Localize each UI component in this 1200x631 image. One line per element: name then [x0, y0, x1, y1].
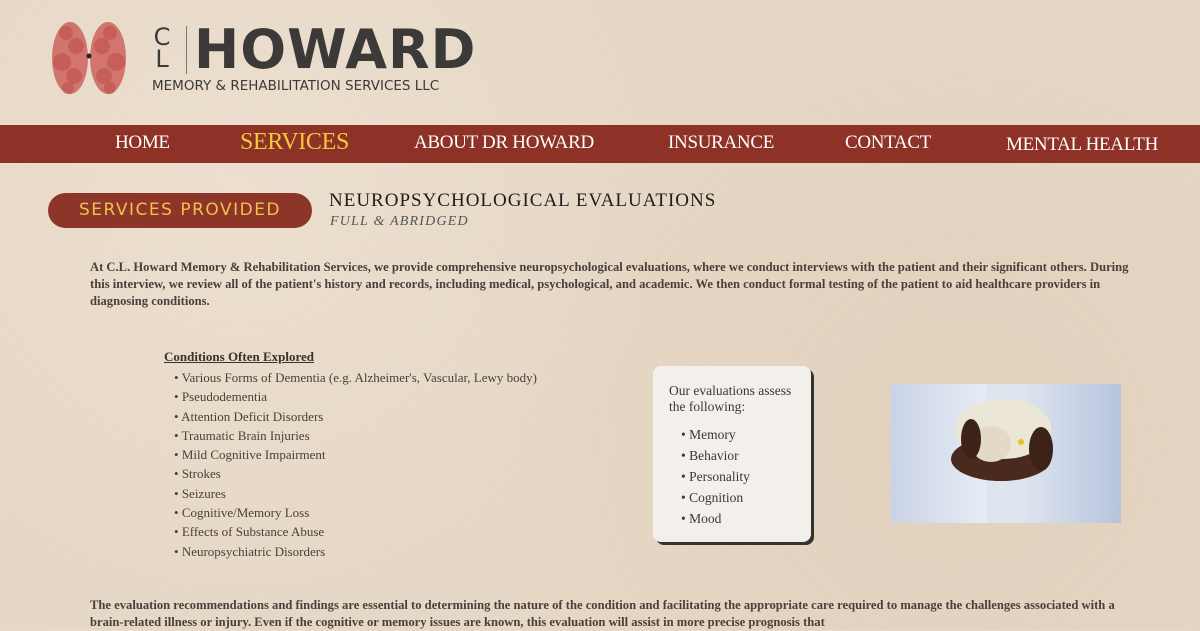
page-title: NEUROPSYCHOLOGICAL EVALUATIONS — [329, 190, 717, 211]
list-item: • Neuropsychiatric Disorders — [164, 542, 537, 561]
list-item: • Cognition — [691, 487, 795, 508]
nav-contact[interactable]: CONTACT — [845, 132, 932, 153]
list-item: • Behavior — [691, 445, 795, 466]
nav-about[interactable]: ABOUT DR HOWARD — [414, 132, 594, 153]
brain-logo-icon — [48, 18, 130, 98]
list-item: • Seizures — [164, 484, 537, 503]
nav-services[interactable]: SERVICES — [240, 129, 350, 155]
list-item: • Memory — [691, 424, 795, 445]
logo-name: HOWARD — [194, 18, 477, 81]
conditions-list — [164, 349, 537, 561]
brain-in-hands-photo — [891, 384, 1121, 523]
list-item: • Traumatic Brain Injuries — [164, 426, 537, 445]
page-subtitle: FULL & ABRIDGED — [330, 214, 469, 229]
nav-home[interactable]: HOME — [115, 132, 170, 153]
logo-subtitle: MEMORY & REHABILITATION SERVICES LLC — [152, 78, 440, 94]
list-item: • Effects of Substance Abuse — [164, 522, 537, 541]
assessment-title: Our evaluations assess the following: — [669, 383, 792, 414]
site-logo[interactable] — [48, 16, 488, 101]
list-item: • Pseudodementia — [164, 387, 537, 406]
list-item: • Personality — [691, 466, 795, 487]
services-provided-badge: SERVICES PROVIDED — [48, 193, 312, 228]
list-item: • Strokes — [164, 464, 537, 483]
intro-paragraph: At C.L. Howard Memory & Rehabilitation Services, we provide comprehensive neuropsychological evaluations, where we conduct interviews with the patient and their significant others. During this interview, we review all of the patient's history and records, including medical, psychological, and academic. We then conduct formal testing of the patient to aid healthcare providers in diagnosing conditions. — [90, 260, 1129, 308]
nav-mental-health[interactable]: MENTAL HEALTH — [1006, 134, 1159, 155]
main-nav — [0, 125, 1200, 163]
list-item: • Mild Cognitive Impairment — [164, 445, 537, 464]
logo-initials: C L — [153, 23, 171, 73]
list-item: • Various Forms of Dementia (e.g. Alzheimer's, Vascular, Lewy body) — [164, 368, 537, 387]
assessment-card — [653, 366, 811, 542]
list-item: • Cognitive/Memory Loss — [164, 503, 537, 522]
conditions-title: Conditions Often Explored — [164, 349, 315, 364]
closing-paragraph: The evaluation recommendations and findings are essential to determining the nature of the condition and facilitating the appropriate care required to manage the challenges associated with a brain-related illness or injury. Even if the cognitive or memory issues are known, this evaluation will assist in more precise prognosis that — [90, 598, 1115, 629]
logo-divider — [186, 26, 187, 74]
nav-insurance[interactable]: INSURANCE — [668, 132, 775, 153]
list-item: • Attention Deficit Disorders — [164, 407, 537, 426]
list-item: • Mood — [691, 508, 795, 529]
